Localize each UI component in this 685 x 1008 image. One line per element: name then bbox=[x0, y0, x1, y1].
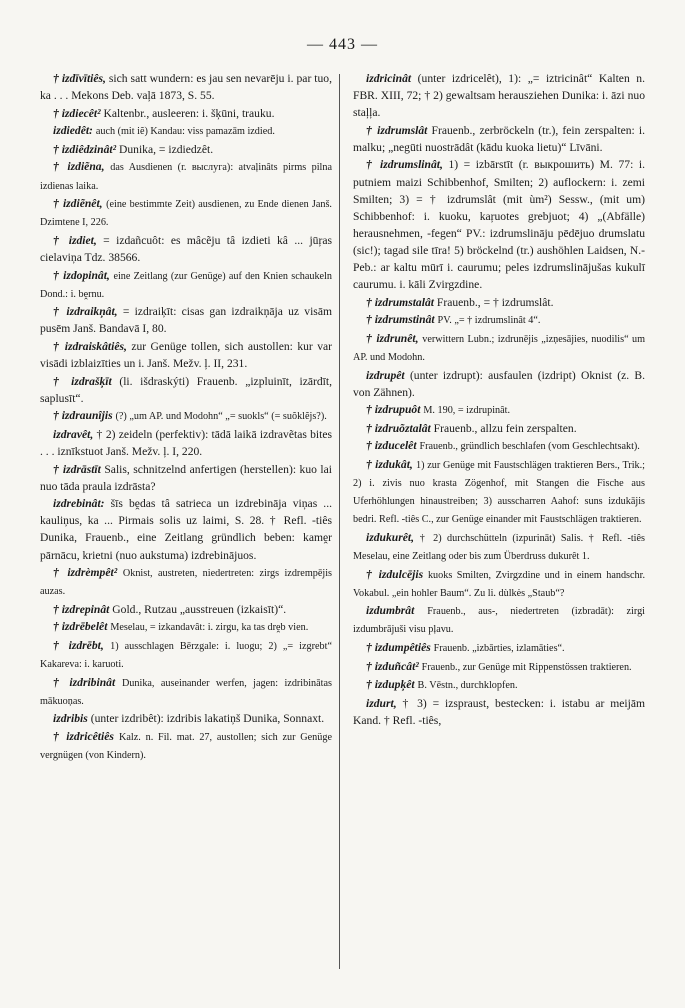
dictionary-entry bbox=[353, 311, 645, 329]
headword: † izdīvītiês, bbox=[53, 72, 106, 85]
entry-text: eine Zeitlang (zur Genüge) auf den Knien schaukeln Dond.: i. bḙrnu. bbox=[40, 270, 332, 300]
headword: † izdrepinât bbox=[53, 602, 110, 616]
headword: † izdukât, bbox=[366, 458, 413, 472]
entry-text: † 2) zeideln (perfektiv): tādā laikā izdravẽtas bites . . . iznīkstuot Janš. Mežv. ļ. I, 220. bbox=[40, 427, 332, 458]
entry-text: Frauenb. „izbārties, izlamāties“. bbox=[433, 643, 565, 654]
left-column bbox=[40, 70, 332, 765]
dictionary-entry bbox=[40, 105, 332, 122]
headword: † izdiet, bbox=[53, 233, 97, 247]
dictionary-entry bbox=[40, 373, 332, 407]
headword: † izdumpêtiês bbox=[366, 641, 431, 654]
headword: † izdrašķīt bbox=[53, 374, 112, 388]
entry-text: Dunika, auseinander werfen, jagen: izdribinātas mākuoņas. bbox=[40, 677, 332, 707]
dictionary-entry bbox=[353, 602, 645, 638]
dictionary-entry bbox=[353, 367, 645, 401]
entry-text: auch (mit iẽ) Kandau: viss pamazām izdied. bbox=[95, 126, 275, 138]
headword: † izdrumslinât, bbox=[366, 158, 443, 172]
dictionary-entry bbox=[353, 658, 645, 676]
headword: † izducelêt bbox=[366, 439, 417, 453]
headword: izdravêt, bbox=[53, 427, 94, 441]
entry-text: (li. išdraskýti) Frauenb. „izpluinīt, izārdīt, saplusīt“. bbox=[40, 374, 332, 405]
entry-text: M. 190, = izdrupinât. bbox=[423, 405, 511, 417]
dictionary-entry bbox=[40, 303, 332, 337]
dictionary-entry bbox=[40, 141, 332, 158]
entry-text: kuoks Smilten, Zvirgzdine und in einem handschr. Vokabul. „ein hohler Baum“. Zu li. dùlkės „Staub“? bbox=[353, 569, 645, 599]
headword: izdukurêt, bbox=[366, 530, 414, 544]
entry-text: Meselau, = izkandavât: i. zirgu, ka tas drḙb vien. bbox=[110, 622, 309, 634]
headword: † izdrumslât bbox=[366, 123, 428, 137]
dictionary-entry bbox=[353, 156, 645, 293]
headword: † izdiecêt² bbox=[53, 106, 101, 120]
dictionary-entry bbox=[40, 601, 332, 618]
entry-text: Oknist, austreten, niedertreten: zirgs izdrempējis auzas. bbox=[40, 568, 332, 598]
dictionary-entry bbox=[40, 267, 332, 303]
dictionary-entry bbox=[353, 566, 645, 602]
dictionary-entry bbox=[40, 426, 332, 460]
dictionary-entry bbox=[353, 294, 645, 311]
entry-text: zur Genüge tollen, sich austollen: kur var visādi izblaizīties un i. Janš. Mežv. ļ. II, 231. bbox=[40, 339, 332, 370]
headword: † izdrumstalât bbox=[366, 295, 434, 309]
column-divider bbox=[339, 74, 340, 969]
dictionary-entry bbox=[353, 330, 645, 366]
entry-text: Frauenb., zerbröckeln (tr.), fein zerspalten: i. malku; „negūti nuostrādât (kādu kuoka lietu)“ Līvāni. bbox=[353, 123, 645, 154]
dictionary-entry bbox=[40, 338, 332, 372]
dictionary-entry bbox=[40, 728, 332, 764]
entry-text: 1) = izbārstīt (r. выкрошить) M. 77: i. putniem maizi Schibbenhof, Smilten; 2) auflockern: i. zemi Smilten; 3) = † izdrumslât (mit ùm²) Sessw., (mit um) Schibbenhof: i. kuoku, kaŗuotes grebjuot; 4) „(Abfälle) herausnehmen, -fegen“ PV.: izdrumslināju pēdējuo drumslatu (sic!); tagad sile tīra! 5) bröckelnd (tr.) aushöhlen Laidsen, N.-Peb.: ar kaltu mūrī i. caurumu; peles izdrumslinājušas kukulī caurumu. i. kāli Zvirgzdine. bbox=[353, 158, 645, 292]
headword: † izdraiskâtiês, bbox=[53, 339, 127, 353]
headword: † izdruõztalât bbox=[366, 421, 431, 435]
entry-text: šīs bḙdas tâ satrieca un izdrebināja viņas ... kauliņus, ka ... Pirmais solis uz laimi, S. 28. † Refl. -tiês Dunika, Frauenb., eine Zeitlang gründlich beben: kamḙr pārnācu, krietni (nuo aukstuma) izdrebinājuos. bbox=[40, 497, 332, 562]
dictionary-entry bbox=[40, 674, 332, 710]
headword: † izdrunêt, bbox=[366, 331, 419, 345]
entry-text: Frauenb., zur Genüge mit Rippenstössen traktieren. bbox=[421, 661, 632, 673]
headword: † izdraunîjis bbox=[53, 409, 113, 423]
dictionary-entry bbox=[40, 495, 332, 563]
entry-text: Frauenb., allzu fein zerspalten. bbox=[433, 421, 577, 435]
dictionary-entry bbox=[40, 232, 332, 266]
entry-text: = izdraiķīt: cisas gan izdraikņāja uz visām pusēm Janš. Bandavā I, 80. bbox=[40, 305, 332, 336]
entry-text: 1) zur Genüge mit Faustschlägen traktieren Bers., Trik.; 2) i. zivis nuo krasta Zögenhof, mit Stangen die Fische aus Uferhöhlungen hinaustreiben; 3) ausscharren Aahof: suns izdukājis bedri. Refl. -tiês C., zur Genüge einander mit Faustschlägen traktieren. bbox=[353, 460, 645, 526]
entry-text: (unter izdrupt): ausfaulen (izdript) Oknist (z. B. von Zähnen). bbox=[353, 368, 646, 399]
entry-text: † 2) durchschütteln (izpurināt) Salis. † Refl. -tiês Meselau, eine Zeitlang oder bis zum Überdruss dukurêt 1. bbox=[353, 532, 645, 563]
dictionary-entry bbox=[353, 695, 645, 729]
headword: izdiedêt: bbox=[53, 124, 93, 138]
headword: izdumbrât bbox=[366, 604, 415, 618]
headword: izdrebinât: bbox=[53, 497, 105, 511]
headword: † izduñcât² bbox=[366, 659, 419, 673]
headword: † izdopinât, bbox=[53, 268, 110, 282]
page-number: — 443 — bbox=[307, 36, 378, 53]
dictionary-entry bbox=[40, 564, 332, 600]
dictionary-entry bbox=[353, 420, 645, 437]
entry-text: PV. „= † izdrumslinât 4“. bbox=[437, 315, 541, 327]
dictionary-entry bbox=[40, 158, 332, 194]
entry-text: 1) ausschlagen Bērzgale: i. luogu; 2) „= izgrebt“ Kakareva: i. karuoti. bbox=[40, 641, 332, 671]
entry-text: (?) „um AP. und Modohn“ „= suokls“ (= suõklẽjs?). bbox=[115, 411, 327, 423]
dictionary-entry bbox=[353, 456, 645, 528]
entry-text: (unter izdribêt): izdribis lakatiņš Dunika, Sonnaxt. bbox=[90, 712, 325, 726]
dictionary-entry bbox=[40, 195, 332, 231]
entry-text: = izdañcuôt: es mâcẽju tâ izdieti kâ ... jūŗas cielaviņa Tdz. 38566. bbox=[40, 233, 332, 264]
dictionary-entry bbox=[353, 639, 645, 657]
entry-text: Salis, schnitzelnd anfertigen (herstellen): kuo lai nuo tāda praula izdrāsta? bbox=[40, 462, 332, 493]
dictionary-entry bbox=[353, 529, 645, 565]
headword: izdricinât bbox=[366, 72, 412, 85]
dictionary-entry bbox=[353, 122, 645, 156]
headword: † izdiẽnêt, bbox=[53, 197, 103, 211]
entry-text: Frauenb., = † izdrumslât. bbox=[436, 295, 554, 309]
entry-text: Frauenb., aus-, niedertreten (izbradāt): zirgi izdumbrājuši visu pļavu. bbox=[353, 606, 645, 636]
entry-text: Kaltenbr., ausleeren: i. šķūni, trauku. bbox=[103, 106, 275, 120]
entry-text: sich satt wundern: es jau sen nevarēju i. par tuo, ka . . . Mekons Deb. vaļā 1873, S. 55. bbox=[40, 72, 332, 103]
headword: † izdiêdzinât² bbox=[53, 142, 117, 156]
dictionary-entry bbox=[40, 710, 332, 727]
dictionary-entry bbox=[353, 437, 645, 455]
dictionary-entry bbox=[353, 676, 645, 694]
headword: izdurt, bbox=[366, 696, 397, 710]
headword: † izdribinât bbox=[53, 675, 116, 689]
headword: † izdupķêt bbox=[366, 678, 415, 692]
dictionary-entry bbox=[40, 637, 332, 673]
entry-text: † 3) = izspraust, bestecken: i. istabu ar meijām Kand. † Refl. -tiês, bbox=[353, 696, 645, 727]
entry-text: B. Vēstn., durchklopfen. bbox=[417, 680, 518, 692]
headword: † izdrēbt, bbox=[53, 639, 104, 652]
headword: † izdiẽna, bbox=[53, 160, 105, 174]
dictionary-entry bbox=[40, 407, 332, 425]
dictionary-entry bbox=[40, 618, 332, 636]
headword: † izdrèmpêt² bbox=[53, 566, 118, 580]
headword: † izdulcējis bbox=[366, 567, 424, 581]
entry-text: Frauenb., gründlich beschlafen (vom Geschlechtsakt). bbox=[419, 441, 640, 453]
headword: † izdrāstīt bbox=[53, 462, 101, 476]
entry-text: (unter izdricelêt), 1): „= iztricinât“ Kalten n. FBR. XIII, 72; † 2) gewaltsam herausziehen Dunika: i. āzi nuo staļļa. bbox=[353, 72, 645, 120]
entry-text: (eine bestimmte Zeit) ausdienen, zu Ende dienen Janš. Dzimtene I, 226. bbox=[40, 199, 332, 229]
entry-text: verwittern Lubn.; izdrunējis „izņesājies, nuodilis“ um AP. und Modohn. bbox=[353, 333, 645, 363]
entry-text: Gold., Rutzau „ausstreuen (izkaisīt)“. bbox=[112, 602, 287, 616]
dictionary-entry bbox=[353, 401, 645, 419]
headword: † izdrumstinât bbox=[366, 313, 435, 327]
right-column bbox=[353, 70, 645, 729]
dictionary-entry bbox=[40, 70, 332, 104]
headword: † izdrēbelêt bbox=[53, 620, 108, 634]
entry-text: Kalz. n. Fil. mat. 27, austollen; sich zur Genüge vergnügen (von Kindern). bbox=[40, 731, 332, 762]
headword: † izdricêtiês bbox=[53, 729, 114, 743]
dictionary-entry bbox=[40, 461, 332, 495]
dictionary-entry bbox=[353, 70, 645, 121]
entry-text: das Ausdienen (r. выслуга): atvaļinâts pirms pilna izdienas laika. bbox=[40, 162, 333, 192]
headword: † izdraikņât, bbox=[53, 305, 118, 319]
headword: izdrupêt bbox=[366, 368, 405, 382]
headword: izdribis bbox=[53, 712, 88, 726]
entry-text: Dunika, = izdiedzêt. bbox=[118, 142, 214, 156]
headword: † izdrupuôt bbox=[366, 403, 421, 417]
dictionary-entry bbox=[40, 122, 332, 140]
